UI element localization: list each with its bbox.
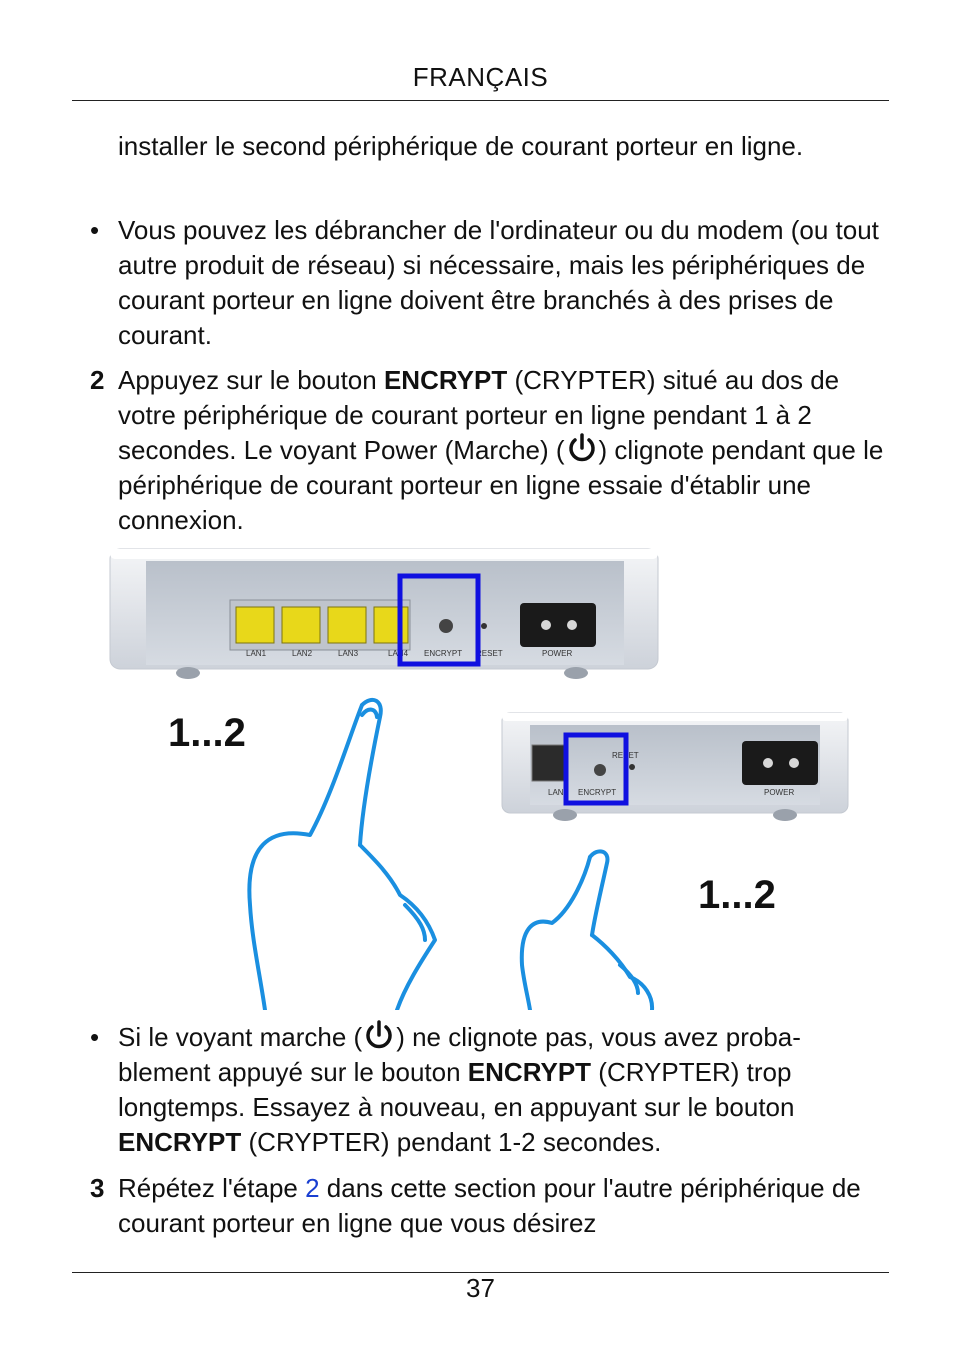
power-icon-2 [362, 1020, 396, 1052]
svg-text:LAN: LAN [548, 788, 564, 797]
svg-text:ENCRYPT: ENCRYPT [578, 788, 617, 797]
encrypt-button [439, 619, 453, 633]
pointing-hand-icon [249, 700, 435, 1010]
encrypt-label-3: ENCRYPT [118, 1127, 242, 1157]
svg-text:RESET: RESET [476, 649, 503, 658]
lan-ports [230, 600, 410, 650]
power-socket-small [742, 741, 818, 785]
header-rule [72, 100, 889, 101]
press-duration-label-2: 1...2 [698, 873, 776, 917]
svg-text:LAN2: LAN2 [292, 649, 313, 658]
powerline-adapter-1port [502, 713, 848, 821]
encrypt-button-small [594, 764, 606, 776]
svg-text:LAN1: LAN1 [246, 649, 267, 658]
encrypt-label-2: ENCRYPT [467, 1057, 592, 1087]
step-2-link[interactable]: 2 [305, 1173, 320, 1203]
svg-text:LAN4: LAN4 [388, 649, 409, 658]
power-socket [520, 603, 596, 647]
bullet-paragraph-unplug: Vous pouvez les débrancher de l'ordinateur ou du modem (ou tout autre produit de réseau) si nécessaire, mais les périphériques de courant porteur en ligne doivent être branchés à des prises de courant. [118, 215, 879, 350]
step-number-2: 2 [90, 365, 105, 395]
bullet-marker-2: • [90, 1022, 100, 1052]
press-duration-label-1: 1...2 [168, 711, 246, 755]
step-2-paragraph: Appuyez sur le bouton ENCRYPT (CRYPTER) situé au dos de votre périphérique de courant porteur en ligne pendant 1 à 2 secondes. Le voyant Power (Marche) ( ) clignote pendant que le périphérique de courant porteur en ligne essaie d'établir une connexion. [118, 365, 884, 535]
step-3-paragraph: Répétez l'étape 2 dans cette section pour l'autre périphérique de courant porteur en ligne que vous désirez [118, 1173, 861, 1238]
pointing-hand-icon-small [522, 851, 652, 1010]
bullet-paragraph-power-led: Si le voyant marche ( ) ne clignote pas, vous avez proba-blement appuyé sur le bouton ENCRYPT (CRYPTER) trop longtemps. Essayez à nouveau, en appuyant sur le bouton ENCRYPT (CRYPTER) pendant 1-2 secondes. [118, 1022, 801, 1157]
continued-paragraph: installer le second périphérique de courant porteur en ligne. [118, 131, 804, 161]
page-header-language: FRANÇAIS [412, 62, 549, 92]
lan-port-single [532, 745, 568, 781]
svg-text:POWER: POWER [542, 649, 573, 658]
page-number: 37 [466, 1273, 495, 1303]
step-number-3: 3 [90, 1173, 105, 1203]
encrypt-button-figure [100, 545, 860, 1010]
svg-text:RESET: RESET [612, 751, 639, 760]
powerline-adapter-4port [110, 549, 658, 679]
svg-text:POWER: POWER [764, 788, 795, 797]
power-icon [565, 433, 599, 465]
encrypt-label: ENCRYPT [383, 365, 508, 395]
svg-text:LAN3: LAN3 [338, 649, 359, 658]
bullet-marker: • [90, 215, 100, 245]
svg-text:ENCRYPT: ENCRYPT [424, 649, 463, 658]
